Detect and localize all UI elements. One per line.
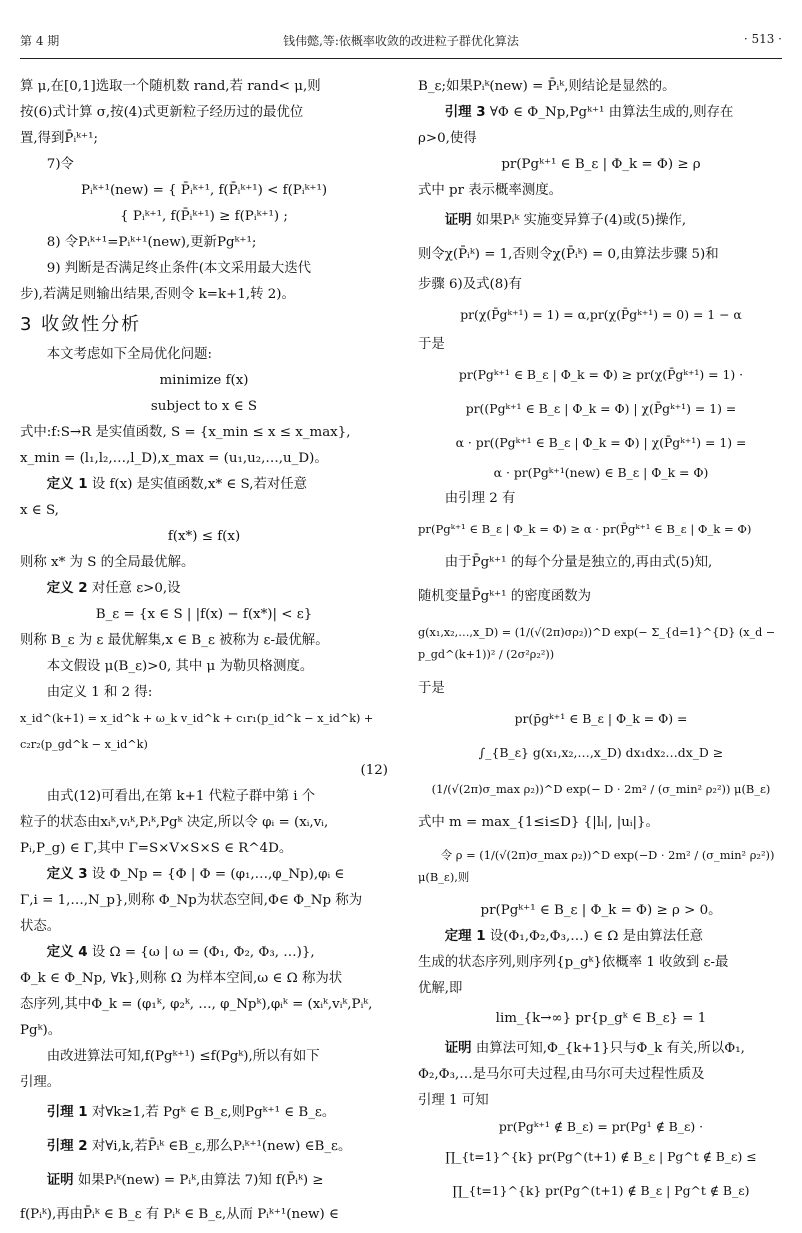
proof-label: 证明 bbox=[444, 213, 472, 228]
text-line: 则称 x* 为 S 的全局最优解。 bbox=[20, 555, 195, 570]
definition-label: 定义 4 bbox=[46, 945, 88, 960]
equation-line: f(x*) ≤ f(x) bbox=[167, 529, 241, 544]
text-line: 置,得到P̄ᵢᵏ⁺¹; bbox=[20, 131, 98, 146]
lemma-label: 引理 3 bbox=[444, 105, 486, 120]
equation-line: pr(Pgᵏ⁺¹ ∉ B_ε) = pr(Pg¹ ∉ B_ε) · bbox=[498, 1119, 704, 1134]
text-line: 由引理 2 有 bbox=[444, 491, 516, 506]
text-line: 状态。 bbox=[20, 919, 61, 934]
theorem-label: 定理 1 bbox=[444, 929, 486, 944]
header-rule bbox=[20, 58, 782, 59]
text-line: 态序列,其中Φ_k = (φ₁ᵏ, φ₂ᵏ, …, φ_Npᵏ),φᵢᵏ = (xᵢᵏ,vᵢᵏ,Pᵢᵏ, bbox=[20, 997, 373, 1012]
rho-definition: 令 ρ = (1/(√(2π)σ_max ρ₂))^D exp(−D · 2m² / (σ_min² ρ₂²)) μ(B_ε),则 bbox=[418, 848, 775, 884]
text-line: Γ,i = 1,…,N_p},则称 Φ_Np为状态空间,Φ∈ Φ_Np 称为 bbox=[20, 893, 363, 908]
equation-line: α · pr((Pgᵏ⁺¹ ∈ B_ε | Φ_k = Φ) | χ(P̄gᵏ⁺¹) = 1) = bbox=[455, 435, 747, 450]
text-line: 随机变量P̄gᵏ⁺¹ 的密度函数为 bbox=[418, 589, 592, 604]
text-line: 于是 bbox=[418, 681, 445, 696]
equation-line: pr(p̄gᵏ⁺¹ ∈ B_ε | Φ_k = Φ) = bbox=[514, 711, 688, 726]
equation-line: pr(Pgᵏ⁺¹ ∈ B_ε | Φ_k = Φ) ≥ ρ bbox=[501, 157, 701, 172]
text-line: Φ₂,Φ₃,…是马尔可夫过程,由马尔可夫过程性质及 bbox=[418, 1067, 705, 1082]
definition-2: 定义 2 对任意 ε>0,设 bbox=[46, 581, 181, 596]
running-title: 钱伟懿,等:依概率收敛的改进粒子群优化算法 bbox=[283, 34, 519, 48]
equation-line: lim_{k→∞} pr{p_gᵏ ∈ B_ε} = 1 bbox=[495, 1011, 707, 1026]
text-line: 引理。 bbox=[20, 1075, 61, 1090]
equation-line: pr(Pgᵏ⁺¹ ∈ B_ε | Φ_k = Φ) ≥ α · pr(P̄gᵏ⁺¹ ∈ B_ε | Φ_k = Φ) bbox=[418, 522, 752, 536]
text-line: 则称 B_ε 为 ε 最优解集,x ∈ B_ε 被称为 ε-最优解。 bbox=[20, 633, 329, 648]
equation-line: pr(χ(P̄gᵏ⁺¹) = 1) = α,pr(χ(P̄gᵏ⁺¹) = 0) = 1 − α bbox=[460, 307, 742, 322]
definition-4: 定义 4 设 Ω = {ω | ω = (Φ₁, Φ₂, Φ₃, …)}, bbox=[46, 945, 315, 960]
text-line: 算 μ,在[0,1]选取一个随机数 rand,若 rand< μ,则 bbox=[20, 79, 321, 94]
definition-1: 定义 1 设 f(x) 是实值函数,x* ∈ S,若对任意 bbox=[46, 477, 308, 492]
proof-label: 证明 bbox=[46, 1173, 74, 1188]
proof-label: 证明 bbox=[444, 1041, 472, 1056]
equation-line: pr(Pgᵏ⁺¹ ∈ B_ε | Φ_k = Φ) ≥ ρ > 0。 bbox=[480, 903, 722, 918]
lemma-3: 引理 3 ∀Φ ∈ Φ_Np,Pgᵏ⁺¹ 由算法生成的,则存在 bbox=[444, 105, 734, 120]
equation-7b: { Pᵢᵏ⁺¹, f(P̄ᵢᵏ⁺¹) ≥ f(Pᵢᵏ⁺¹) ; bbox=[120, 209, 288, 224]
text-line: 粒子的状态由xᵢᵏ,vᵢᵏ,Pᵢᵏ,Pgᵏ 决定,所以令 φᵢ = (xᵢ,vᵢ, bbox=[20, 815, 329, 830]
text-line: 则令χ(P̄ᵢᵏ) = 1,否则令χ(P̄ᵢᵏ) = 0,由算法步骤 5)和 bbox=[418, 247, 719, 262]
text-line: 由于P̄gᵏ⁺¹ 的每个分量是独立的,再由式(5)知, bbox=[444, 555, 713, 570]
text-line: 式中 pr 表示概率测度。 bbox=[418, 183, 563, 198]
density-equation: g(x₁,x₂,…,x_D) = (1/(√(2π)σρ₂))^D exp(− Σ_{d=1}^{D} (x_d − p_gd^(k+1))² / (2σ²ρ₂²)) bbox=[418, 626, 776, 661]
definition-label: 定义 3 bbox=[46, 867, 88, 882]
lemma-1: 引理 1 对∀k≥1,若 Pgᵏ ∈ B_ε,则Pgᵏ⁺¹ ∈ B_ε。 bbox=[46, 1105, 336, 1120]
page-header bbox=[20, 32, 782, 56]
text-line: Pgᵏ)。 bbox=[20, 1023, 62, 1038]
lemma-label: 引理 2 bbox=[46, 1139, 88, 1154]
text-line: ρ>0,使得 bbox=[418, 131, 477, 146]
lemma-2: 引理 2 对∀i,k,若P̄ᵢᵏ ∈B_ε,那么Pᵢᵏ⁺¹(new) ∈B_ε。 bbox=[46, 1139, 352, 1154]
text-line: 式中 m = max_{1≤i≤D} {|lᵢ|, |uᵢ|}。 bbox=[418, 815, 659, 830]
text-line: Φ_k ∈ Φ_Np, ∀k},则称 Ω 为样本空间,ω ∈ Ω 称为状 bbox=[20, 971, 343, 986]
text-line: f(Pᵢᵏ),再由P̄ᵢᵏ ∈ B_ε 有 Pᵢᵏ ∈ B_ε,从而 Pᵢᵏ⁺¹(new) ∈ bbox=[20, 1207, 339, 1222]
section-heading: 3 收敛性分析 bbox=[20, 314, 142, 335]
lemma-label: 引理 1 bbox=[46, 1105, 88, 1120]
equation-line: minimize f(x) bbox=[159, 373, 249, 388]
left-column bbox=[20, 74, 388, 1232]
equation-line: (1/(√(2π)σ_max ρ₂))^D exp(− D · 2m² / (σ_min² ρ₂²)) μ(B_ε) bbox=[431, 782, 771, 796]
text-line: x ∈ S, bbox=[20, 503, 59, 518]
text-line: 于是 bbox=[418, 337, 445, 352]
text-line: 由式(12)可看出,在第 k+1 代粒子群中第 i 个 bbox=[46, 789, 316, 804]
definition-label: 定义 1 bbox=[46, 477, 88, 492]
equation-number: (12) bbox=[360, 763, 388, 778]
text-line: 9) 判断是否满足终止条件(本文采用最大迭代 bbox=[46, 261, 312, 276]
text-line: 生成的状态序列,则序列{p_gᵏ}依概率 1 收敛到 ε-最 bbox=[418, 955, 729, 970]
equation-line: pr((Pgᵏ⁺¹ ∈ B_ε | Φ_k = Φ) | χ(P̄gᵏ⁺¹) = 1) = bbox=[465, 401, 737, 416]
equation-12: x_id^(k+1) = x_id^k + ω_k v_id^k + c₁r₁(p_id^k − x_id^k) + c₂r₂(p_gd^k − x_id^k) bbox=[20, 712, 374, 751]
text-line: 优解,即 bbox=[418, 981, 463, 996]
equation-7a: Pᵢᵏ⁺¹(new) = { P̄ᵢᵏ⁺¹, f(P̄ᵢᵏ⁺¹) < f(Pᵢᵏ⁺¹) bbox=[80, 183, 328, 198]
text-line: 8) 令Pᵢᵏ⁺¹=Pᵢᵏ⁺¹(new),更新Pgᵏ⁺¹; bbox=[46, 235, 257, 250]
text-line: 步骤 6)及式(8)有 bbox=[418, 277, 522, 292]
proof: 证明 如果Pᵢᵏ(new) = Pᵢᵏ,由算法 7)知 f(P̄ᵢᵏ) ≥ bbox=[46, 1173, 324, 1188]
proof: 证明 如果Pᵢᵏ 实施变异算子(4)或(5)操作, bbox=[444, 213, 687, 228]
text-line: x_min = (l₁,l₂,…,l_D),x_max = (u₁,u₂,…,u_D)。 bbox=[20, 451, 328, 466]
text-line: 由定义 1 和 2 得: bbox=[46, 685, 153, 700]
equation-line: α · pr(Pgᵏ⁺¹(new) ∈ B_ε | Φ_k = Φ) bbox=[493, 465, 709, 480]
issue-number: 第 4 期 bbox=[20, 34, 60, 48]
text-line: 式中:f:S→R 是实值函数, S = {x_min ≤ x ≤ x_max}, bbox=[20, 425, 351, 440]
equation-line: B_ε = {x ∈ S | |f(x) − f(x*)| < ε} bbox=[95, 607, 313, 622]
text-line: 引理 1 可知 bbox=[418, 1093, 489, 1108]
text-line: B_ε;如果Pᵢᵏ(new) = P̄ᵢᵏ,则结论是显然的。 bbox=[418, 79, 676, 94]
proof: 证明 由算法可知,Φ_{k+1}只与Φ_k 有关,所以Φ₁, bbox=[444, 1041, 745, 1056]
text-line: 按(6)式计算 σ,按(4)式更新粒子经历过的最优位 bbox=[20, 105, 304, 120]
equation-line: ∏_{t=1}^{k} pr(Pg^(t+1) ∉ B_ε | Pg^t ∉ B_ε) ≤ bbox=[445, 1149, 757, 1164]
definition-label: 定义 2 bbox=[46, 581, 88, 596]
text-line: 本文假设 μ(B_ε)>0, 其中 μ 为勒贝格测度。 bbox=[46, 659, 314, 674]
right-column bbox=[418, 74, 784, 1208]
text-line: 本文考虑如下全局优化问题: bbox=[46, 347, 212, 362]
text-line: 7)令 bbox=[46, 157, 74, 172]
text-line: 由改进算法可知,f(Pgᵏ⁺¹) ≤f(Pgᵏ),所以有如下 bbox=[46, 1049, 320, 1064]
equation-line: subject to x ∈ S bbox=[150, 399, 258, 414]
equation-line: ∫_{B_ε} g(x₁,x₂,…,x_D) dx₁dx₂…dx_D ≥ bbox=[478, 745, 724, 760]
definition-3: 定义 3 设 Φ_Np = {Φ | Φ = (φ₁,…,φ_Np),φᵢ ∈ bbox=[46, 867, 345, 882]
text-line: 步),若满足则输出结果,否则令 k=k+1,转 2)。 bbox=[20, 287, 295, 302]
equation-line: pr(Pgᵏ⁺¹ ∈ B_ε | Φ_k = Φ) ≥ pr(χ(P̄gᵏ⁺¹) = 1) · bbox=[458, 367, 744, 382]
text-line: Pᵢ,P_g) ∈ Γ,其中 Γ=S×V×S×S ∈ R^4D。 bbox=[20, 841, 293, 856]
theorem-1: 定理 1 设(Φ₁,Φ₂,Φ₃,…) ∈ Ω 是由算法任意 bbox=[444, 929, 703, 944]
page-number: · 513 · bbox=[743, 32, 782, 46]
equation-line: ∏_{t=1}^{k} pr(Pg^(t+1) ∉ B_ε | Pg^t ∉ B_ε) bbox=[452, 1183, 750, 1198]
